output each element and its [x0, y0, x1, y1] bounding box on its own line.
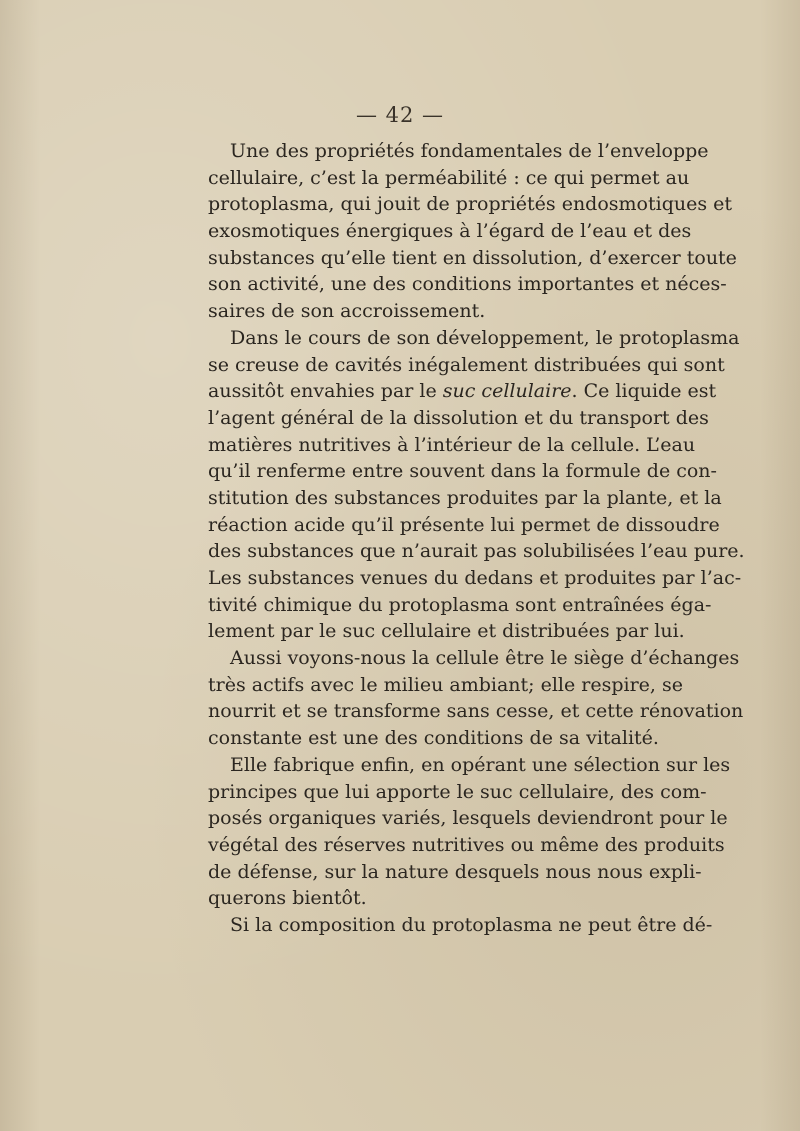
- paragraph-2: [208, 325, 745, 645]
- text-line: réaction acide qu’il présente lui permet de dissoudre: [208, 513, 720, 536]
- text-line: lement par le suc cellulaire et distribuées par lui.: [208, 620, 685, 643]
- italic-term: suc cellulaire: [442, 380, 572, 403]
- text-line-with-italic: [208, 378, 717, 405]
- text-line: Une des propriétés fondamentales de l’enveloppe: [230, 140, 709, 162]
- page-number: — 42 —: [355, 103, 445, 127]
- text-line: se creuse de cavités inégalement distribuées qui sont: [208, 353, 725, 376]
- paragraph-1: [208, 138, 737, 325]
- text-line: Elle fabrique enfin, en opérant une sélection sur les: [230, 753, 731, 776]
- paragraph-3: [208, 645, 744, 752]
- body-text: [208, 138, 745, 939]
- text-segment: . Ce liquide est: [571, 380, 717, 403]
- paragraph-4: [208, 752, 731, 912]
- text-line: l’agent général de la dissolution et du transport des: [208, 406, 709, 429]
- text-line: protoplasma, qui jouit de propriétés endosmotiques et: [208, 193, 733, 216]
- text-line: des substances que n’aurait pas solubilisées l’eau pure.: [208, 540, 745, 563]
- text-line: principes que lui apporte le suc cellulaire, des com-: [208, 780, 707, 803]
- text-line: exosmotiques énergiques à l’égard de l’eau et des: [208, 220, 692, 243]
- text-line: de défense, sur la nature desquels nous nous expli-: [208, 860, 702, 883]
- text-line: posés organiques variés, lesquels deviendront pour le: [208, 807, 728, 830]
- text-line: constante est une des conditions de sa vitalité.: [208, 727, 659, 750]
- text-line: tivité chimique du protoplasma sont entraînées éga-: [208, 593, 712, 616]
- text-line: saires de son accroissement.: [208, 300, 486, 323]
- text-line: nourrit et se transforme sans cesse, et cette rénovation: [208, 700, 744, 723]
- text-line: cellulaire, c’est la perméabilité : ce qui permet au: [208, 166, 690, 189]
- text-line: très actifs avec le milieu ambiant; elle respire, se: [208, 673, 683, 696]
- text-line: Aussi voyons-nous la cellule être le siège d’échanges: [230, 647, 740, 670]
- text-line: végétal des réserves nutritives ou même des produits: [208, 833, 725, 856]
- text-line: son activité, une des conditions importantes et néces-: [208, 273, 727, 296]
- text-line: substances qu’elle tient en dissolution, d’exercer toute: [208, 246, 737, 269]
- text-line: Les substances venues du dedans et produites par l’ac-: [208, 567, 742, 589]
- paragraph-5: [208, 912, 713, 939]
- text-line: stitution des substances produites par la plante, et la: [208, 486, 722, 509]
- text-line: qu’il renferme entre souvent dans la formule de con-: [208, 460, 717, 483]
- text-line: Si la composition du protoplasma ne peut être dé-: [230, 913, 713, 936]
- text-line: matières nutritives à l’intérieur de la cellule. L’eau: [208, 433, 696, 456]
- text-line: Dans le cours de son développement, le protoplasma: [230, 326, 740, 349]
- text-line: querons bientôt.: [208, 887, 367, 910]
- text-segment: aussitôt envahies par le: [208, 380, 443, 403]
